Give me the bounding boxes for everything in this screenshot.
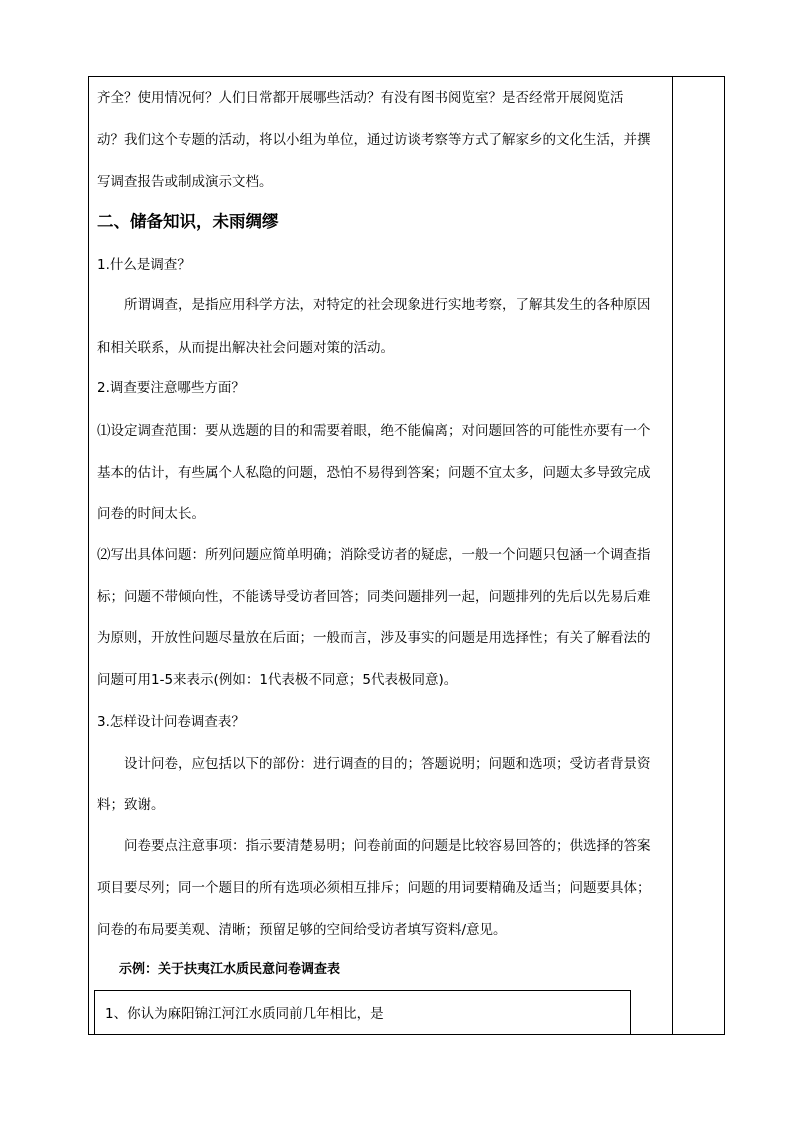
questionnaire-question: 1、你认为麻阳锦江河江水质同前几年相比，是 bbox=[105, 1006, 384, 1022]
paragraph-line: 料；致谢。 bbox=[97, 797, 165, 813]
paragraph-line: 齐全？使用情况何？人们日常都开展哪些活动？有没有图书阅览室？是否经常开展阅览活 bbox=[97, 90, 624, 106]
paragraph-line: 设计问卷，应包括以下的部份：进行调查的目的；答题说明；问题和选项；受访者背景资 bbox=[124, 756, 651, 772]
question-heading: 3.怎样设计问卷调查表？ bbox=[97, 714, 245, 730]
paragraph-line: 为原则，开放性问题尽量放在后面；一般而言，涉及事实的问题是用选择性；有关了解看法的 bbox=[97, 630, 651, 646]
table-bottom-border bbox=[88, 1034, 725, 1035]
section-heading: 二、储备知识，未雨绸缪 bbox=[97, 212, 279, 231]
example-title: 示例：关于扶夷江水质民意问卷调查表 bbox=[119, 962, 341, 977]
paragraph-line: 写调查报告或制成演示文档。 bbox=[97, 174, 273, 190]
table-column-divider bbox=[672, 76, 673, 1034]
paragraph-line: 动？我们这个专题的活动，将以小组为单位，通过访谈考察等方式了解家乡的文化生活，并撰 bbox=[97, 132, 651, 148]
paragraph-line: 基本的估计，有些属个人私隐的问题，恐怕不易得到答案；问题不宜太多，问题太多导致完成 bbox=[97, 465, 651, 481]
paragraph-line: 项目要尽列；同一个题目的所有选项必须相互排斥；问题的用词要精确及适当；问题要具体； bbox=[97, 880, 651, 896]
paragraph-line: 问题可用1-5来表示(例如：1代表极不同意；5代表极同意)。 bbox=[97, 672, 458, 688]
questionnaire-box bbox=[94, 990, 631, 1034]
paragraph-line: 问卷的时间太长。 bbox=[97, 506, 205, 522]
paragraph-line: ⑴设定调查范围：要从选题的目的和需要着眼，绝不能偏离；对问题回答的可能性亦要有一个 bbox=[97, 423, 651, 439]
paragraph-line: 问卷要点注意事项：指示要清楚易明；问卷前面的问题是比较容易回答的；供选择的答案 bbox=[124, 838, 651, 854]
paragraph-line: ⑵写出具体问题：所列问题应简单明确；消除受访者的疑虑，一般一个问题只包涵一个调查指 bbox=[97, 547, 651, 563]
paragraph-line: 和相关联系，从而提出解决社会问题对策的活动。 bbox=[97, 340, 394, 356]
paragraph-line: 问卷的布局要美观、清晰；预留足够的空间给受访者填写资料/意见。 bbox=[97, 922, 507, 938]
question-heading: 2.调查要注意哪些方面？ bbox=[97, 380, 245, 396]
paragraph-line: 所谓调查，是指应用科学方法，对特定的社会现象进行实地考察，了解其发生的各种原因 bbox=[124, 297, 651, 313]
question-heading: 1.什么是调查？ bbox=[97, 257, 191, 273]
paragraph-line: 标；问题不带倾向性，不能诱导受访者回答；同类问题排列一起，问题排列的先后以先易后难 bbox=[97, 589, 651, 605]
